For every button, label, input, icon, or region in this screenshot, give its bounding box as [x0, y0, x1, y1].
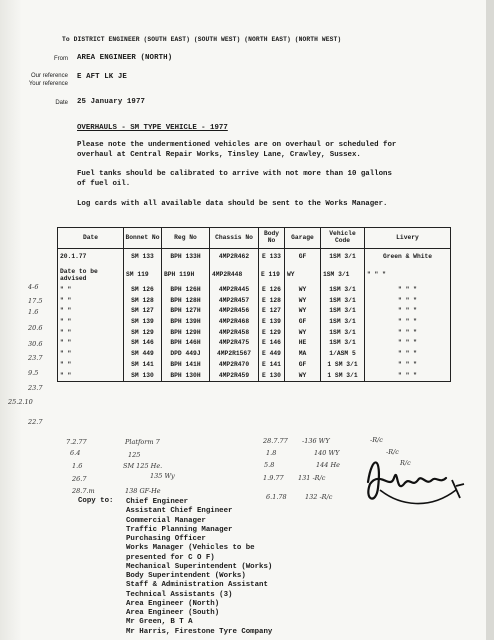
cell-chassis-no: 4MP2R445 — [210, 285, 259, 296]
cell-bonnet-no: SM 139 — [124, 317, 162, 328]
margin-note: 25.2.10 — [8, 398, 33, 406]
table-row — [58, 349, 451, 360]
cell-reg-no: DPD 449J — [162, 349, 210, 360]
table-row — [58, 296, 451, 307]
cell-bonnet-no: SM 141 — [124, 360, 162, 371]
handwritten-note: 131 -R/c — [298, 474, 326, 482]
handwritten-note: 28.7.77 — [263, 437, 288, 445]
page-left-margin — [0, 0, 22, 640]
signature-scribble — [360, 450, 470, 520]
cell-garage: WY — [285, 306, 321, 317]
cell-reg-no: BPH 130H — [162, 371, 210, 382]
cell-bonnet-no: SM 128 — [124, 296, 162, 307]
table-row — [58, 306, 451, 317]
header-vehicle-code: Vehicle Code — [321, 228, 365, 249]
cell-chassis-no: 4MP2R468 — [210, 317, 259, 328]
paragraph-line-1: Please note the undermentioned vehicles are on overhaul or scheduled for — [77, 141, 397, 149]
cell-date: Date to be advised — [58, 266, 124, 285]
header-livery: Livery — [365, 228, 451, 249]
handwritten-note: 140 WY — [314, 449, 340, 457]
cell-body-no: E 129 — [259, 328, 285, 339]
cell-date: 20.1.77 — [58, 249, 124, 267]
cell-garage: WY — [285, 296, 321, 307]
cell-livery: " " " — [365, 338, 451, 349]
cell-livery: " " " — [365, 296, 451, 307]
cell-livery: " " " — [365, 328, 451, 339]
margin-note: 4-6 — [28, 283, 39, 291]
cell-garage: WY — [285, 371, 321, 382]
cell-garage: HE — [285, 338, 321, 349]
date-value: 25 January 1977 — [77, 98, 146, 106]
copy-to-item: Mechanical Superintendent (Works) — [126, 562, 273, 571]
cell-chassis-no: 4MP2R475 — [210, 338, 259, 349]
handwritten-note: 144 He — [316, 461, 340, 469]
header-chassis-no: Chassis No — [210, 228, 259, 249]
handwritten-note: -136 WY — [302, 437, 330, 445]
cell-chassis-no: 4MP2R470 — [210, 360, 259, 371]
cell-body-no: E 139 — [259, 317, 285, 328]
cell-body-no: E 119 — [259, 266, 285, 285]
copy-to-item: Mr Harris, Firestone Tyre Company — [126, 627, 273, 636]
cell-livery: Green & White — [365, 249, 451, 267]
cell-chassis-no: 4MP2R458 — [210, 328, 259, 339]
cell-garage: WY — [285, 285, 321, 296]
cell-vehicle-code: 1SM 3/1 — [321, 249, 365, 267]
cell-garage: GF — [285, 360, 321, 371]
paragraph-line-2: overhaul at Central Repair Works, Tinsley Lane, Crawley, Sussex. — [77, 151, 361, 159]
copy-to-item: Technical Assistants (3) — [126, 590, 233, 599]
table-row — [58, 338, 451, 349]
handwritten-note: 28.7.m — [72, 487, 95, 495]
handwritten-note: -R/c — [386, 448, 399, 456]
cell-garage: GF — [285, 317, 321, 328]
cell-date: " " — [58, 338, 124, 349]
cell-reg-no: BPH 141H — [162, 360, 210, 371]
cell-body-no: E 449 — [259, 349, 285, 360]
copy-to-item: Area Engineer (South) — [126, 609, 220, 617]
copy-to-item: Area Engineer (North) — [126, 599, 220, 608]
cell-reg-no: BPH 119H — [162, 266, 210, 285]
cell-body-no: E 146 — [259, 338, 285, 349]
copy-to-item: presented for C O F) — [126, 553, 215, 562]
cell-reg-no: BPH 128H — [162, 296, 210, 307]
your-reference-label: Your reference — [28, 81, 68, 87]
cell-garage: WY — [285, 266, 321, 285]
handwritten-note: 1.9.77 — [263, 474, 284, 482]
table-row — [58, 360, 451, 371]
table-row — [58, 285, 451, 296]
copy-to-item: Assistant Chief Engineer — [126, 507, 233, 516]
subject-heading: OVERHAULS - SM TYPE VEHICLE - 1977 — [77, 124, 228, 132]
handwritten-note: 26.7 — [72, 475, 87, 483]
cell-vehicle-code: 1SM 3/1 — [321, 306, 365, 317]
cell-vehicle-code: 1SM 3/1 — [321, 285, 365, 296]
paragraph-line-5: Log cards with all available data should be sent to the Works Manager. — [77, 200, 388, 208]
copy-to-item: Works Manager (Vehicles to be — [126, 544, 255, 553]
cell-body-no: E 127 — [259, 306, 285, 317]
handwritten-note: 6.4 — [70, 449, 81, 457]
handwritten-note: 1.8 — [266, 449, 277, 457]
header-body-no: Body No — [259, 228, 285, 249]
cell-date: " " — [58, 349, 124, 360]
handwritten-note: 6.1.78 — [266, 493, 287, 501]
cell-vehicle-code: 1/ASM 5 — [321, 349, 365, 360]
cell-garage: WY — [285, 328, 321, 339]
cell-livery: " " " — [365, 306, 451, 317]
handwritten-note: Platform 7 — [125, 438, 160, 446]
cell-vehicle-code: 1SM 3/1 — [321, 266, 365, 285]
header-garage: Garage — [285, 228, 321, 249]
table-row — [58, 371, 451, 382]
cell-livery: " " " — [365, 360, 451, 371]
cell-vehicle-code: 1 SM 3/1 — [321, 360, 365, 371]
cell-vehicle-code: 1 SM 3/1 — [321, 371, 365, 382]
cell-vehicle-code: 1SM 3/1 — [321, 296, 365, 307]
table-header-row — [58, 228, 451, 249]
handwritten-note: SM 125 He. — [123, 462, 163, 470]
table-row — [58, 249, 451, 267]
cell-garage: MA — [285, 349, 321, 360]
cell-reg-no: BPH 146H — [162, 338, 210, 349]
cell-vehicle-code: 1SM 3/1 — [321, 338, 365, 349]
handwritten-note: 1.6 — [72, 462, 83, 470]
cell-reg-no: BPH 129H — [162, 328, 210, 339]
handwritten-note: 132 -R/c — [305, 493, 333, 501]
table-row — [58, 317, 451, 328]
copy-to-item: Commercial Manager — [126, 516, 206, 525]
cell-livery: " " " — [365, 285, 451, 296]
margin-note: 23.7 — [28, 384, 43, 392]
copy-to-item: Chief Engineer — [126, 498, 189, 506]
date-label: Date — [55, 100, 68, 106]
cell-date: " " — [58, 371, 124, 382]
cell-bonnet-no: SM 133 — [124, 249, 162, 267]
cell-livery: " " " — [365, 371, 451, 382]
cell-body-no: E 141 — [259, 360, 285, 371]
handwritten-note: 135 Wy — [150, 472, 175, 480]
cell-date: " " — [58, 317, 124, 328]
cell-reg-no: BPH 133H — [162, 249, 210, 267]
cell-bonnet-no: SM 449 — [124, 349, 162, 360]
margin-note: 23.7 — [28, 354, 43, 362]
cell-bonnet-no: SM 119 — [124, 266, 162, 285]
cell-body-no: E 133 — [259, 249, 285, 267]
copy-to-item: Body Superintendent (Works) — [126, 572, 246, 580]
signature — [360, 450, 470, 525]
copy-to-item: Mr Green, B T A — [126, 618, 193, 627]
our-reference-label: Our reference — [30, 73, 68, 79]
cell-date: " " — [58, 328, 124, 339]
cell-bonnet-no: SM 126 — [124, 285, 162, 296]
margin-note: 17.5 — [28, 297, 43, 305]
cell-chassis-no: 4MP2R1567 — [210, 349, 259, 360]
cell-bonnet-no: SM 146 — [124, 338, 162, 349]
handwritten-note: 5.8 — [264, 461, 275, 469]
from-value: AREA ENGINEER (NORTH) — [77, 54, 173, 62]
margin-note: 1.6 — [28, 308, 39, 316]
cell-vehicle-code: 1SM 3/1 — [321, 317, 365, 328]
copy-to-item: Staff & Administration Assistant — [126, 581, 268, 590]
table-row — [58, 266, 451, 285]
copy-to-list — [126, 498, 272, 637]
cell-reg-no: BPH 139H — [162, 317, 210, 328]
copy-to-item: Traffic Planning Manager — [126, 525, 233, 534]
handwritten-note: -R/c — [370, 436, 383, 444]
paragraph-line-4: of fuel oil. — [77, 180, 131, 188]
table-row — [58, 328, 451, 339]
cell-chassis-no: 4MP2R459 — [210, 371, 259, 382]
cell-vehicle-code: 1SM 3/1 — [321, 328, 365, 339]
cell-livery: " " " — [365, 266, 451, 285]
cell-date: " " — [58, 296, 124, 307]
cell-chassis-no: 4MP2R462 — [210, 249, 259, 267]
cell-garage: GF — [285, 249, 321, 267]
margin-note: 22.7 — [28, 418, 43, 426]
header-date: Date — [58, 228, 124, 249]
vehicle-table — [57, 227, 451, 382]
header-bonnet-no: Bonnet No — [124, 228, 162, 249]
handwritten-note: 7.2.77 — [66, 438, 87, 446]
cell-date: " " — [58, 306, 124, 317]
margin-note: 30.6 — [28, 340, 43, 348]
cell-bonnet-no: SM 130 — [124, 371, 162, 382]
cell-bonnet-no: SM 127 — [124, 306, 162, 317]
cell-body-no: E 128 — [259, 296, 285, 307]
cell-reg-no: BPH 127H — [162, 306, 210, 317]
copy-to-item: Purchasing Officer — [126, 535, 206, 543]
handwritten-note: 125 — [128, 451, 141, 459]
page-right-edge — [486, 0, 494, 640]
handwritten-note: R/c — [400, 459, 411, 467]
header-reg-no: Reg No — [162, 228, 210, 249]
cell-date: " " — [58, 285, 124, 296]
margin-note: 20.6 — [28, 324, 43, 332]
from-label: From — [54, 56, 68, 62]
cell-body-no: E 126 — [259, 285, 285, 296]
handwritten-note: 138 GF-He — [125, 487, 161, 495]
cell-reg-no: BPH 126H — [162, 285, 210, 296]
cell-chassis-no: 4MP2R456 — [210, 306, 259, 317]
cell-bonnet-no: SM 129 — [124, 328, 162, 339]
cell-body-no: E 130 — [259, 371, 285, 382]
margin-note: 9.5 — [28, 369, 39, 377]
cell-livery: " " " — [365, 349, 451, 360]
cell-chassis-no: 4MP2R448 — [210, 266, 259, 285]
cell-livery: " " " — [365, 317, 451, 328]
to-line: To DISTRICT ENGINEER (SOUTH EAST) (SOUTH WEST) (NORTH EAST) (NORTH WEST) — [62, 36, 342, 43]
paragraph-line-3: Fuel tanks should be calibrated to arrive with not more than 10 gallons — [77, 170, 392, 178]
cell-chassis-no: 4MP2R457 — [210, 296, 259, 307]
copy-to-label: Copy to: — [78, 497, 114, 505]
cell-date: " " — [58, 360, 124, 371]
reference-value: E AFT LK JE — [77, 73, 127, 81]
